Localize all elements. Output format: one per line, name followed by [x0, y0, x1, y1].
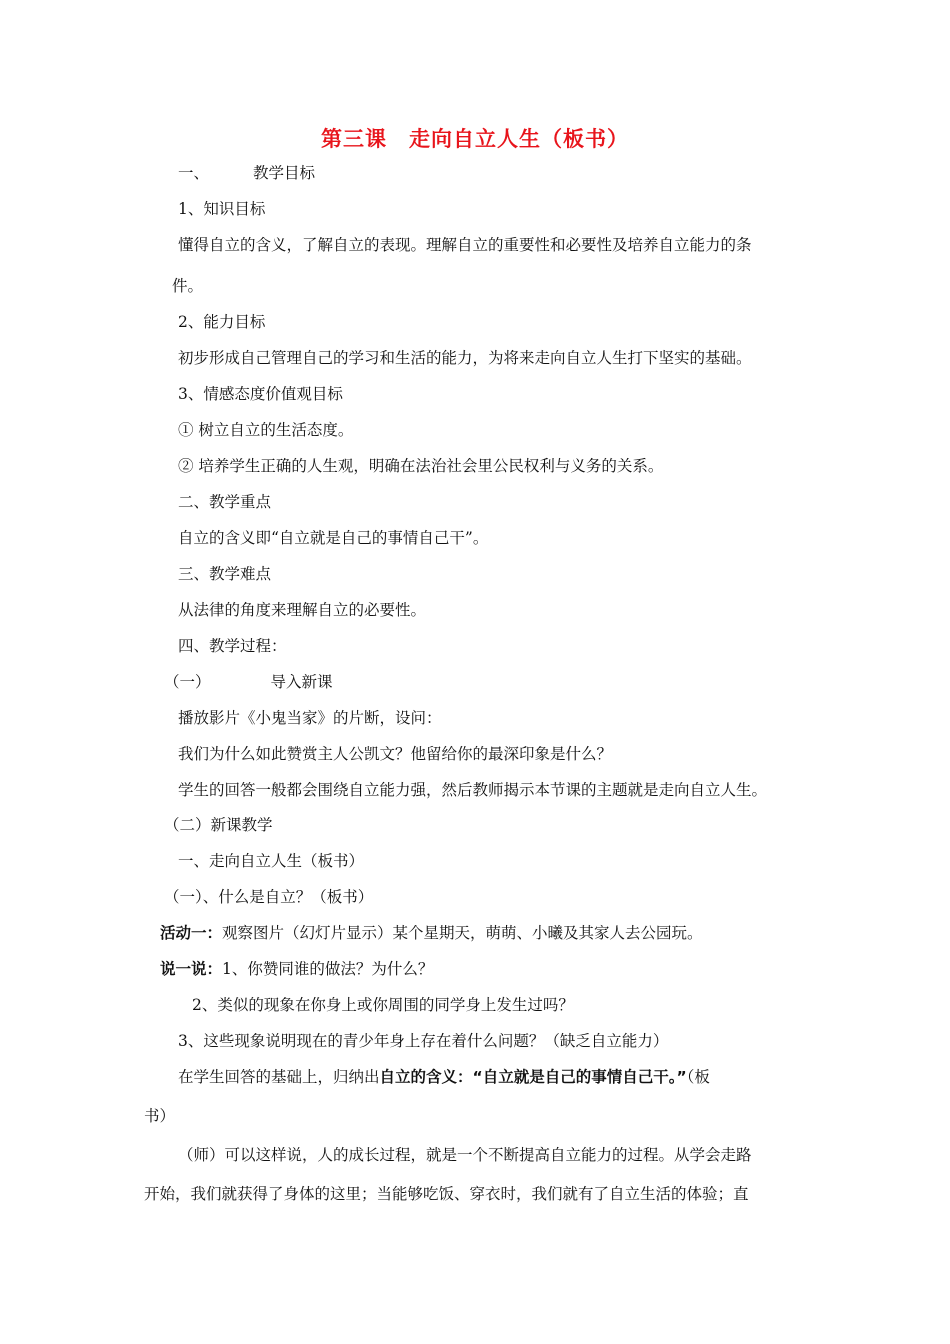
- summary-intro: 在学生回答的基础上，归纳出: [178, 1068, 380, 1086]
- activity-line: [160, 923, 703, 943]
- teacher-text-line-2: 开始，我们就获得了身体的这里；当能够吃饭、穿衣时，我们就有了自立生活的体验；直: [144, 1185, 749, 1203]
- summary-line-2: 书）: [144, 1107, 176, 1125]
- part-1-line-3: 学生的回答一般都会围绕自立能力强，然后教师揭示本节课的主题就是走向自立人生。: [178, 781, 768, 799]
- summary-note-start: （板: [686, 1068, 710, 1086]
- section-3-text: 从法律的角度来理解自立的必要性。: [178, 601, 427, 619]
- activity-label: 活动一：: [160, 924, 223, 942]
- discuss-label: 说一说：: [160, 960, 223, 978]
- emotion-heading: 3、情感态度价值观目标: [178, 385, 343, 403]
- part-2-line-2: （一）、什么是自立？（板书）: [164, 888, 374, 906]
- summary-line-1: [178, 1067, 710, 1087]
- section-3-heading: 三、教学难点: [178, 565, 272, 583]
- discuss-question-2: 2、类似的现象在你身上或你周围的同学身上发生过吗？: [192, 996, 574, 1014]
- lesson-title: 第三课 走向自立人生（板书）: [321, 127, 629, 151]
- knowledge-text-line-1: 懂得自立的含义，了解自立的表现。理解自立的重要性和必要性及培养自立能力的条: [178, 236, 752, 254]
- teacher-text-line-1: （师）可以这样说，人的成长过程，就是一个不断提高自立能力的过程。从学会走路: [178, 1146, 752, 1164]
- ability-heading: 2、能力目标: [178, 313, 266, 331]
- part-1-line-1: 播放影片《小鬼当家》的片断，设问：: [178, 709, 442, 727]
- discuss-question-1: 1、你赞同谁的做法？为什么？: [222, 960, 434, 978]
- part-1-number: （一）: [164, 673, 211, 691]
- section-2-text: 自立的含义即“自立就是自己的事情自己干”。: [178, 529, 489, 547]
- section-1-text: 教学目标: [253, 164, 316, 182]
- knowledge-heading: 1、知识目标: [178, 200, 266, 218]
- discuss-question-3: 3、这些现象说明现在的青少年身上存在着什么问题？（缺乏自立能力）: [178, 1032, 669, 1050]
- part-1-heading: [164, 672, 333, 692]
- summary-definition: 自立的含义：“自立就是自己的事情自己干。”: [379, 1068, 687, 1086]
- section-2-heading: 二、教学重点: [178, 493, 272, 511]
- knowledge-text-line-2: 件。: [172, 277, 204, 295]
- part-2-heading: （二）新课教学: [164, 816, 273, 834]
- part-1-text: 导入新课: [270, 673, 333, 691]
- section-1-heading: [178, 163, 315, 183]
- part-2-line-1: 一、走向自立人生（板书）: [178, 852, 365, 870]
- emotion-item-1: ① 树立自立的生活态度。: [178, 421, 354, 439]
- emotion-item-2: ② 培养学生正确的人生观，明确在法治社会里公民权利与义务的关系。: [178, 457, 664, 475]
- section-1-number: 一、: [178, 164, 210, 182]
- part-1-line-2: 我们为什么如此赞赏主人公凯文？他留给你的最深印象是什么？: [178, 745, 613, 763]
- discuss-line: [160, 959, 433, 979]
- section-4-heading: 四、教学过程：: [178, 637, 287, 655]
- activity-text: 观察图片（幻灯片显示）某个星期天，萌萌、小曦及其家人去公园玩。: [222, 924, 703, 942]
- ability-text: 初步形成自己管理自己的学习和生活的能力，为将来走向自立人生打下坚实的基础。: [178, 349, 752, 367]
